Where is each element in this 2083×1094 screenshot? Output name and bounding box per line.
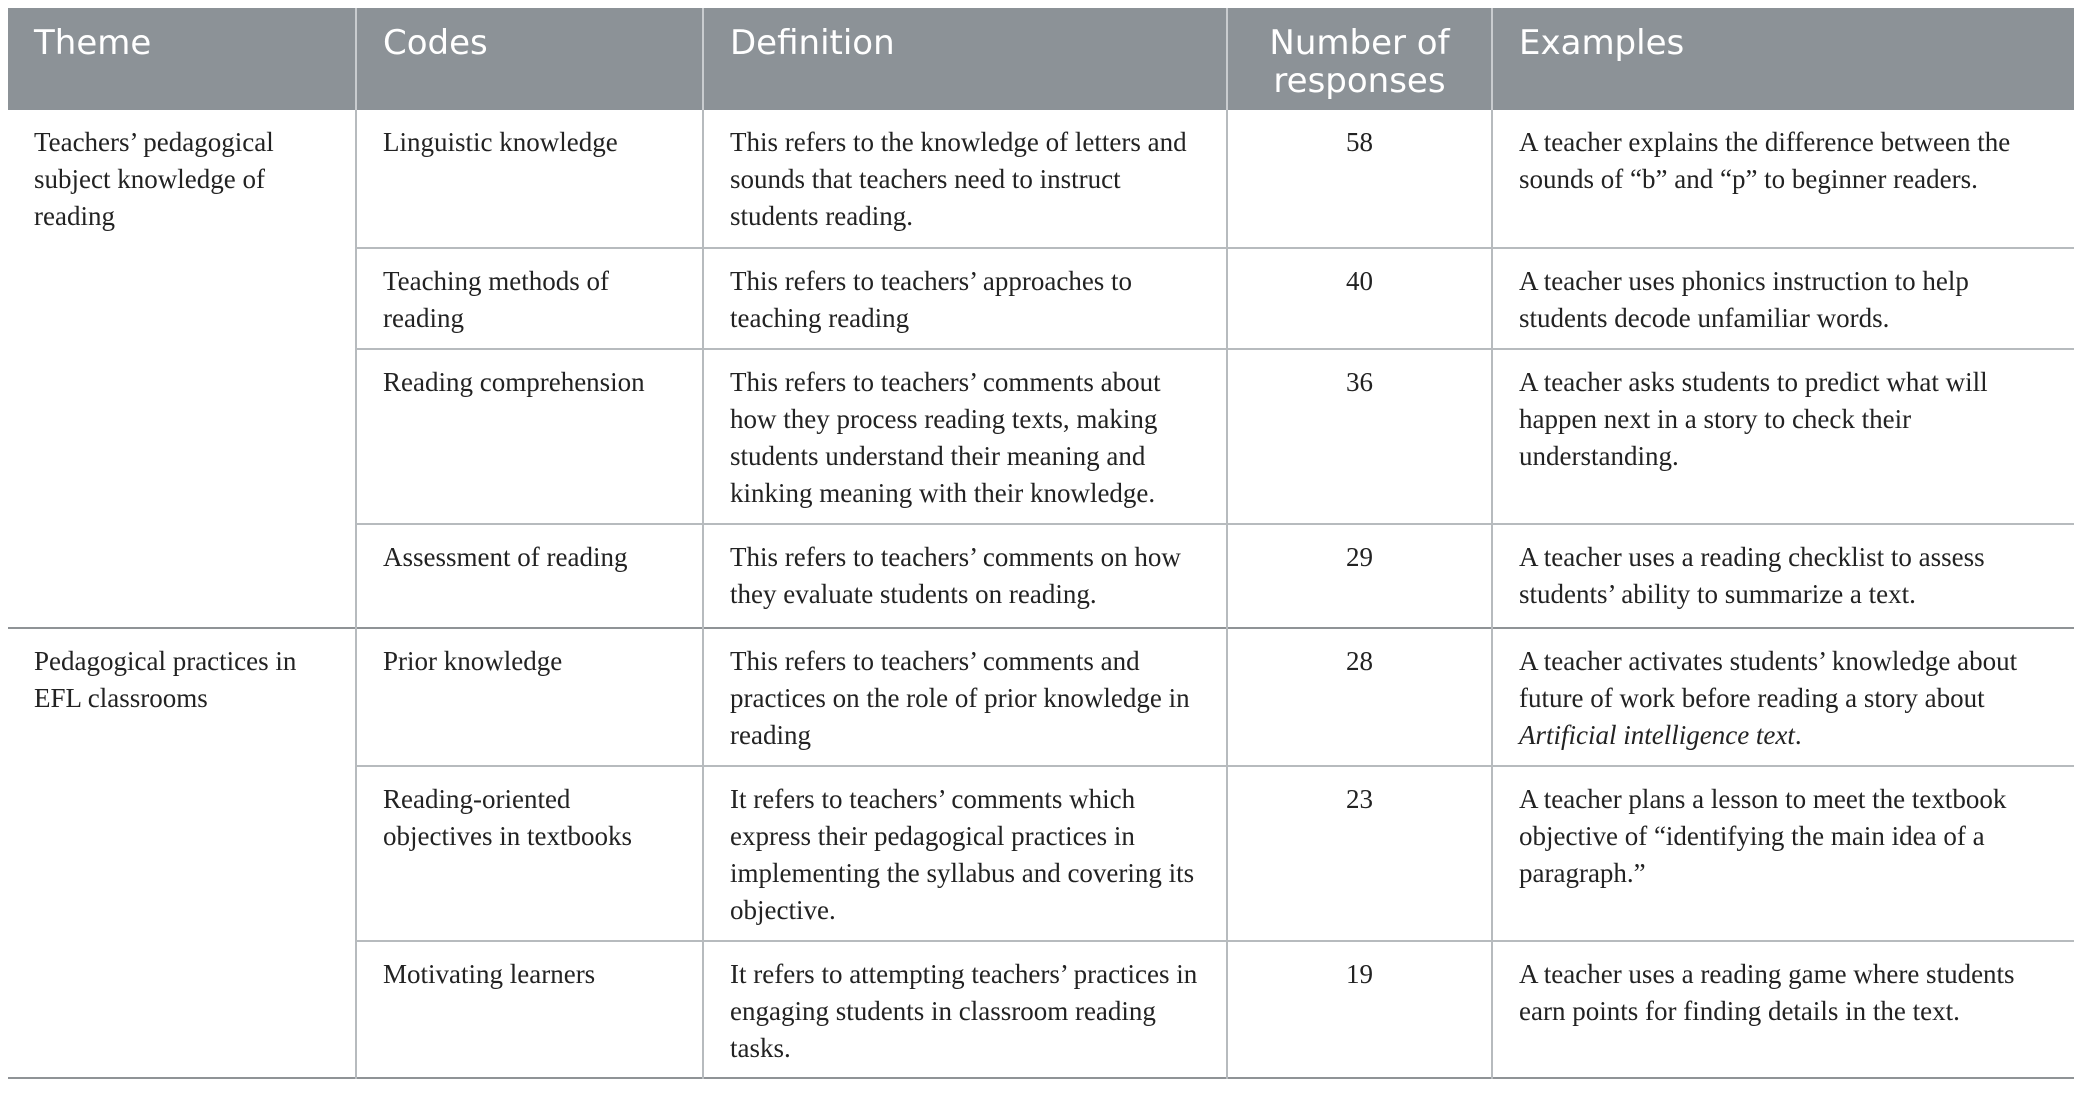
example-cell: A teacher uses phonics instruction to help students decode unfamiliar words.	[1492, 248, 2074, 349]
table-header	[8, 8, 2074, 110]
example-text-end: .	[1794, 720, 1802, 750]
header-number-of-responses: Number of responses	[1227, 8, 1492, 110]
code-cell: Assessment of reading	[356, 524, 703, 628]
header-theme: Theme	[8, 8, 356, 110]
themes-codes-table	[8, 8, 2074, 1079]
code-cell: Motivating learners	[356, 941, 703, 1078]
responses-cell: 40	[1227, 248, 1492, 349]
responses-cell: 29	[1227, 524, 1492, 628]
header-definition: Definition	[703, 8, 1227, 110]
header-examples: Examples	[1492, 8, 2074, 110]
header-row	[8, 8, 2074, 110]
example-cell: A teacher explains the difference between the sounds of “b” and “p” to beginner readers.	[1492, 110, 2074, 248]
responses-cell: 58	[1227, 110, 1492, 248]
example-text: A teacher activates students’ knowledge about future of work before reading a story about	[1519, 646, 2018, 713]
code-cell: Reading comprehension	[356, 349, 703, 524]
example-italic-text: Artificial intelligence text	[1519, 720, 1795, 750]
theme-cell: Pedagogical practices in EFL classrooms	[8, 628, 356, 1078]
example-cell: A teacher uses a reading checklist to assess students’ ability to summarize a text.	[1492, 524, 2074, 628]
responses-cell: 19	[1227, 941, 1492, 1078]
table-body	[8, 110, 2074, 1078]
example-cell: A teacher plans a lesson to meet the textbook objective of “identifying the main idea of a paragraph.”	[1492, 766, 2074, 941]
code-cell: Linguistic knowledge	[356, 110, 703, 248]
theme-cell: Teachers’ pedagogical subject knowledge of reading	[34, 127, 274, 231]
table-row	[8, 628, 2074, 766]
definition-cell: This refers to teachers’ comments and practices on the role of prior knowledge in reading	[703, 628, 1227, 766]
example-cell	[1492, 628, 2074, 766]
definition-cell: It refers to attempting teachers’ practices in engaging students in classroom reading tasks.	[703, 941, 1227, 1078]
definition-cell: This refers to the knowledge of letters and sounds that teachers need to instruct students reading.	[703, 110, 1227, 248]
responses-cell: 28	[1227, 628, 1492, 766]
example-cell: A teacher uses a reading game where students earn points for finding details in the text.	[1492, 941, 2074, 1078]
definition-cell: This refers to teachers’ comments on how they evaluate students on reading.	[703, 524, 1227, 628]
definition-cell: This refers to teachers’ approaches to teaching reading	[703, 248, 1227, 349]
header-codes: Codes	[356, 8, 703, 110]
code-cell: Teaching methods of reading	[356, 248, 703, 349]
code-cell: Reading-oriented objectives in textbooks	[356, 766, 703, 941]
responses-cell: 36	[1227, 349, 1492, 524]
responses-cell: 23	[1227, 766, 1492, 941]
definition-cell: This refers to teachers’ comments about how they process reading texts, making students understand their meaning and kinking meaning with their knowledge.	[703, 349, 1227, 524]
code-cell: Prior knowledge	[356, 628, 703, 766]
definition-cell: It refers to teachers’ comments which express their pedagogical practices in implementing the syllabus and covering its objective.	[703, 766, 1227, 941]
table-row	[8, 110, 2074, 248]
example-cell: A teacher asks students to predict what will happen next in a story to check their understanding.	[1492, 349, 2074, 524]
